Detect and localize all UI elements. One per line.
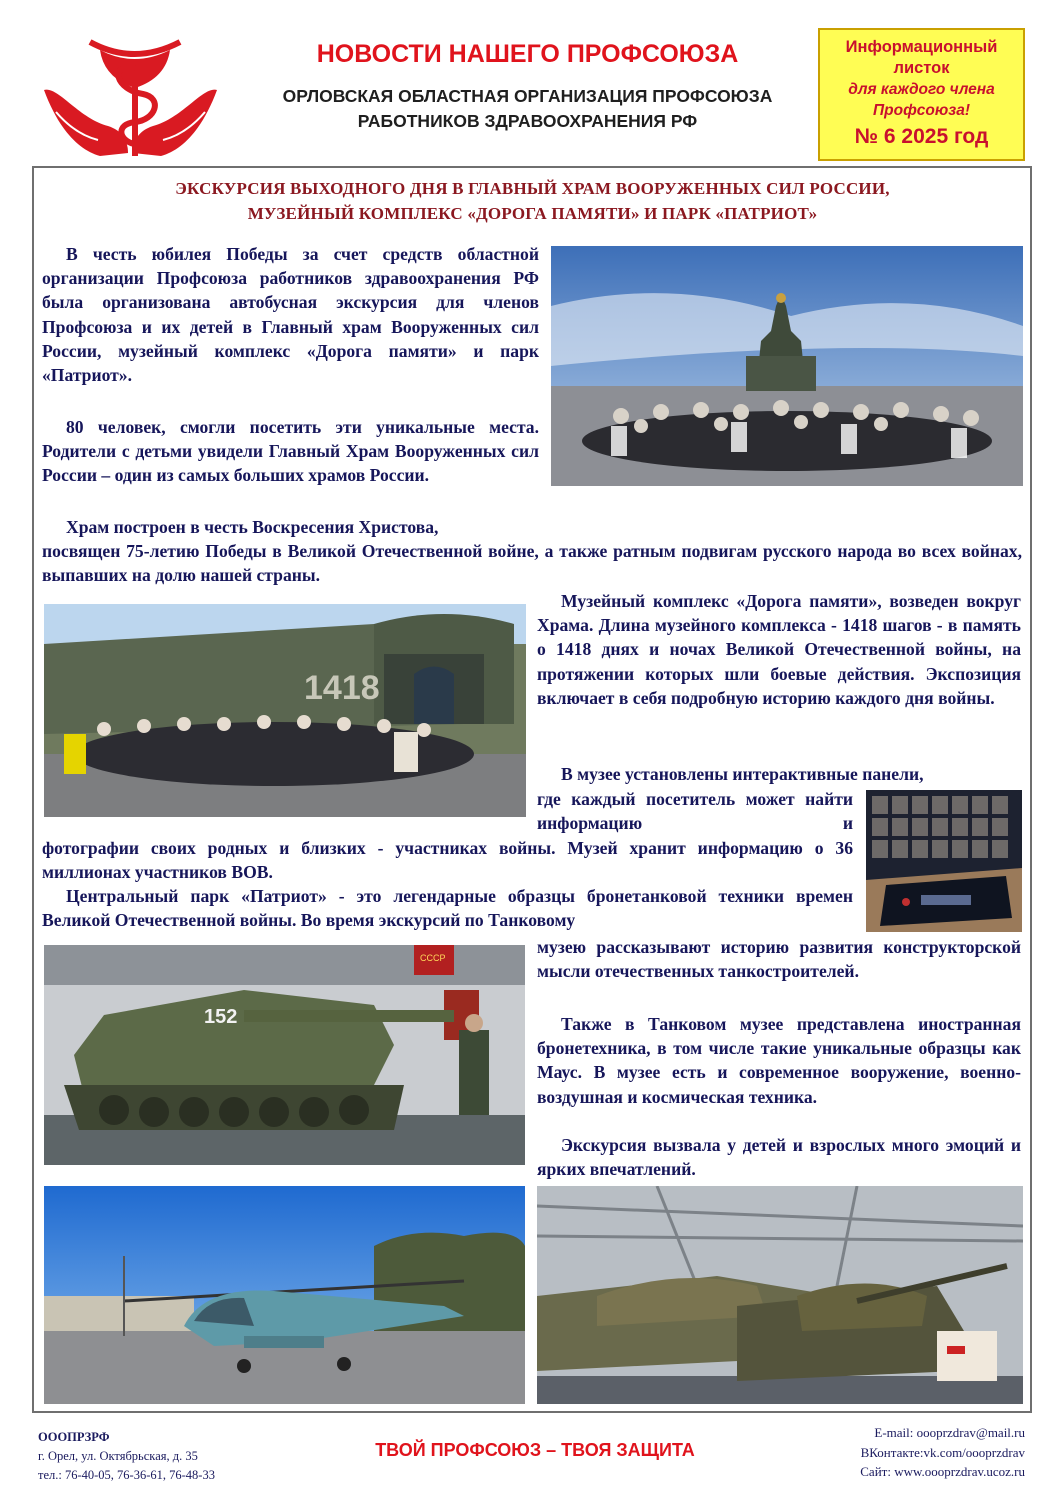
- flag-text: СССР: [420, 953, 446, 963]
- footer-site: Сайт: www.oooprzdrav.ucoz.ru: [860, 1464, 1025, 1479]
- photo-group-museum-1418: [44, 604, 526, 817]
- footer-phones: тел.: 76-40-05, 76-36-61, 76-48-33: [38, 1468, 215, 1482]
- issue-number: № 6 2025 год: [854, 125, 989, 148]
- newsletter-title: НОВОСТИ НАШЕГО ПРОФСОЮЗА: [316, 40, 739, 68]
- footer-vk: ВКонтакте:vk.com/oooprzdrav: [860, 1444, 1025, 1460]
- photo-interactive-panels: [866, 790, 1022, 932]
- paragraph-park-part2: музею рассказывают историю развития конструкторской мысли отечественных танкостроителей.: [537, 937, 1021, 982]
- paragraph-panels-part1: В музее установлены интерактивные панели,: [561, 764, 924, 784]
- info-box: [818, 28, 1025, 161]
- photo-helicopter: [44, 1186, 525, 1404]
- footer-email: E-mail: oooprzdrav@mail.ru: [874, 1425, 1025, 1440]
- paragraph-museum: Музейный комплекс «Дорога памяти», возведен вокруг Храма. Длина музейного комплекса - 1418 шагов - в память о 1418 днях и ночах Великой Отечественной войны, на протяжении которых шли боевые действия. Экспозиция включает в себя подробную историю каждого дня войны.: [537, 591, 1021, 708]
- organization-name-line1: ОРЛОВСКАЯ ОБЛАСТНАЯ ОРГАНИЗАЦИЯ ПРОФСОЮЗА: [282, 86, 773, 106]
- footer-contacts-right: [860, 1423, 1025, 1482]
- paragraph-foreign-tanks: Также в Танковом музее представлена иностранная бронетехника, в том числе такие уникальные образцы как Маус. В музее есть и современное вооружение, военно-воздушная и космическая техника.: [537, 1014, 1021, 1107]
- info-box-line3: для каждого члена: [848, 81, 995, 98]
- footer-contacts-left: [38, 1428, 215, 1485]
- tank-number-text: 152: [204, 1006, 238, 1028]
- paragraph-visitors: 80 человек, смогли посетить эти уникальные места. Родители с детьми увидели Главный Храм Вооруженных сил России – один из самых больших храмов России.: [42, 417, 539, 486]
- article-title-line1: ЭКСКУРСИЯ ВЫХОДНОГО ДНЯ В ГЛАВНЫЙ ХРАМ ВООРУЖЕННЫХ СИЛ РОССИИ,: [175, 179, 890, 198]
- paragraph-temple-part1: Храм построен в честь Воскресения Христова,: [66, 517, 439, 537]
- info-box-line4: Профсоюза!: [873, 102, 970, 119]
- paragraph-panels-part2: где каждый посетитель может найти информацию и: [537, 789, 853, 834]
- footer-org: ОООПРЗРФ: [38, 1430, 110, 1444]
- info-box-line1: Информационный: [845, 38, 998, 56]
- paragraph-panels-part3: фотографии своих родных и близких - участниках войны. Музей хранит информацию о 36 миллионах участников ВОВ.: [42, 838, 853, 883]
- union-logo: [38, 28, 223, 163]
- photo-tanks-museum: [537, 1186, 1023, 1404]
- footer-slogan: ТВОЙ ПРОФСОЮЗ – ТВОЯ ЗАЩИТА: [375, 1440, 695, 1460]
- info-box-line2: листок: [893, 59, 950, 77]
- photo-group-cathedral: [551, 246, 1023, 486]
- paragraph-park-part1: Центральный парк «Патриот» - это легендарные образцы бронетанковой техники времен Великой Отечественной войны. Во время экскурсий по Танковому: [42, 886, 853, 931]
- paragraph-temple-part2: посвящен 75-летию Победы в Великой Отечественной войне, а также ратным подвигам русского народа во всех войнах, выпавших на долю нашей страны.: [42, 541, 1022, 586]
- footer-address: г. Орел, ул. Октябрьская, д. 35: [38, 1449, 198, 1463]
- organization-name: [250, 84, 805, 134]
- paragraph-intro: В честь юбилея Победы за счет средств областной организации Профсоюза работников здравоохранения РФ была организована автобусная экскурсия для членов Профсоюза и их детей в Главный храм Вооруженных сил России, музейный комплекс «Дорога памяти» и парк «Патриот».: [42, 244, 539, 386]
- organization-name-line2: РАБОТНИКОВ ЗДРАВООХРАНЕНИЯ РФ: [357, 111, 698, 131]
- building-1418-text: 1418: [304, 669, 380, 707]
- paragraph-impressions: Экскурсия вызвала у детей и взрослых много эмоций и ярких впечатлений.: [537, 1135, 1021, 1180]
- photo-tank-152: [44, 945, 525, 1165]
- article-title-line2: МУЗЕЙНЫЙ КОМПЛЕКС «ДОРОГА ПАМЯТИ» И ПАРК «ПАТРИОТ»: [247, 204, 818, 223]
- article-title: [40, 176, 1025, 226]
